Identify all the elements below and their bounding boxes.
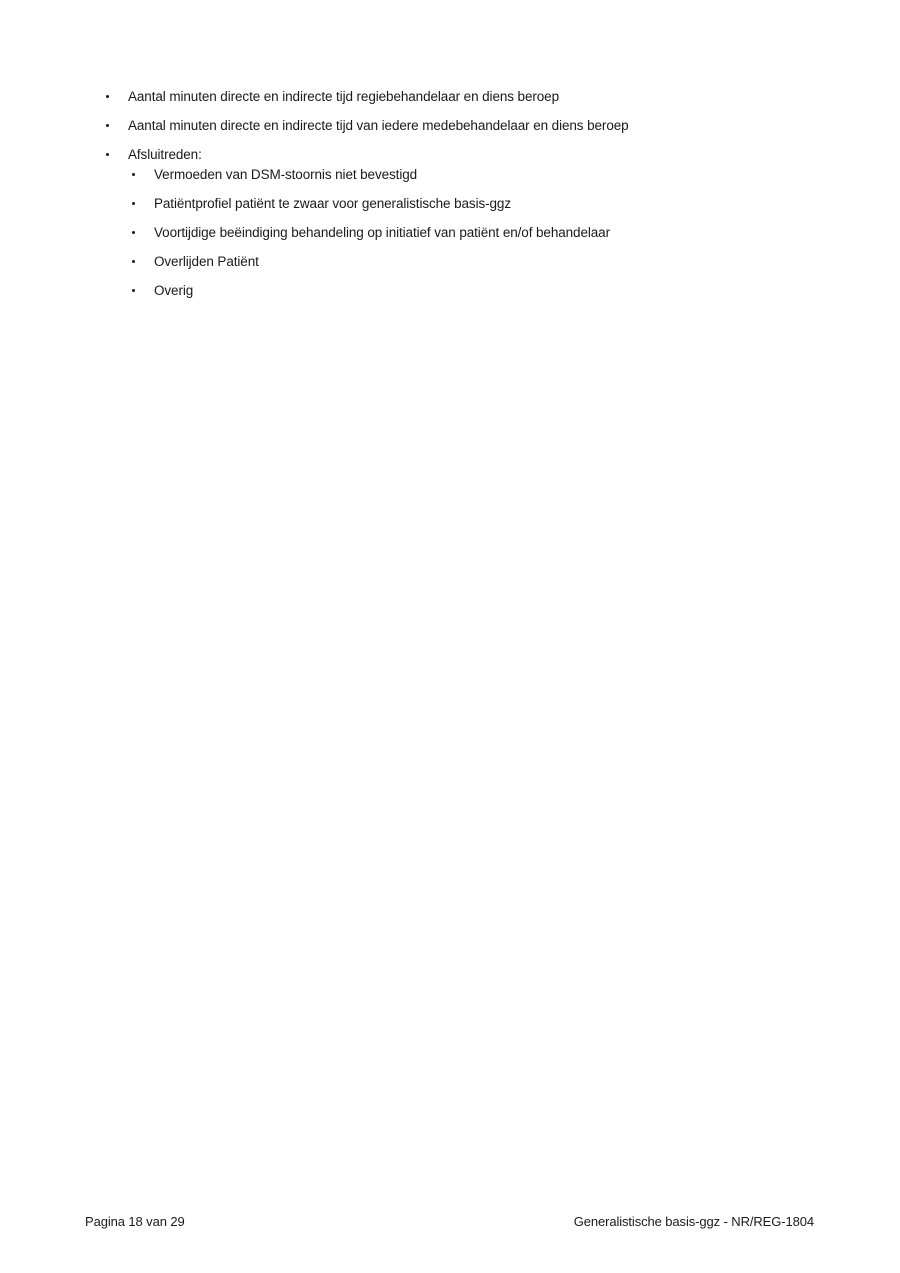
sub-list-item-text: Overlijden Patiënt bbox=[154, 254, 259, 269]
footer-document-reference: Generalistische basis-ggz - NR/REG-1804 bbox=[573, 1214, 814, 1229]
bullet-icon bbox=[106, 124, 109, 127]
list-item-text: Afsluitreden: bbox=[128, 147, 202, 162]
sub-list-item bbox=[131, 224, 815, 241]
list-item bbox=[105, 88, 815, 105]
bullet-icon bbox=[132, 173, 135, 176]
bullet-icon bbox=[106, 153, 109, 156]
sub-bullet-list bbox=[131, 166, 815, 299]
sub-list-item bbox=[131, 253, 815, 270]
bullet-icon bbox=[132, 289, 135, 292]
bullet-icon bbox=[132, 231, 135, 234]
page-footer bbox=[85, 1214, 814, 1230]
sub-list-item-text: Patiëntprofiel patiënt te zwaar voor generalistische basis-ggz bbox=[154, 196, 511, 211]
bullet-icon bbox=[132, 260, 135, 263]
bullet-icon bbox=[106, 95, 109, 98]
bullet-icon bbox=[132, 202, 135, 205]
sub-list-item-text: Vermoeden van DSM-stoornis niet bevestigd bbox=[154, 167, 418, 182]
sub-list-item bbox=[131, 166, 815, 183]
sub-list-item-text: Voortijdige beëindiging behandeling op initiatief van patiënt en/of behandelaar bbox=[154, 225, 610, 240]
list-item bbox=[105, 117, 815, 134]
sub-list-item-text: Overig bbox=[154, 283, 194, 298]
list-item-text: Aantal minuten directe en indirecte tijd van iedere medebehandelaar en diens beroep bbox=[128, 118, 629, 133]
sub-list-item bbox=[131, 282, 815, 299]
footer-page-number: Pagina 18 van 29 bbox=[85, 1214, 185, 1229]
list-item bbox=[105, 146, 815, 163]
list-item-text: Aantal minuten directe en indirecte tijd regiebehandelaar en diens beroep bbox=[128, 89, 559, 104]
sub-list-item bbox=[131, 195, 815, 212]
bullet-list bbox=[105, 88, 815, 311]
